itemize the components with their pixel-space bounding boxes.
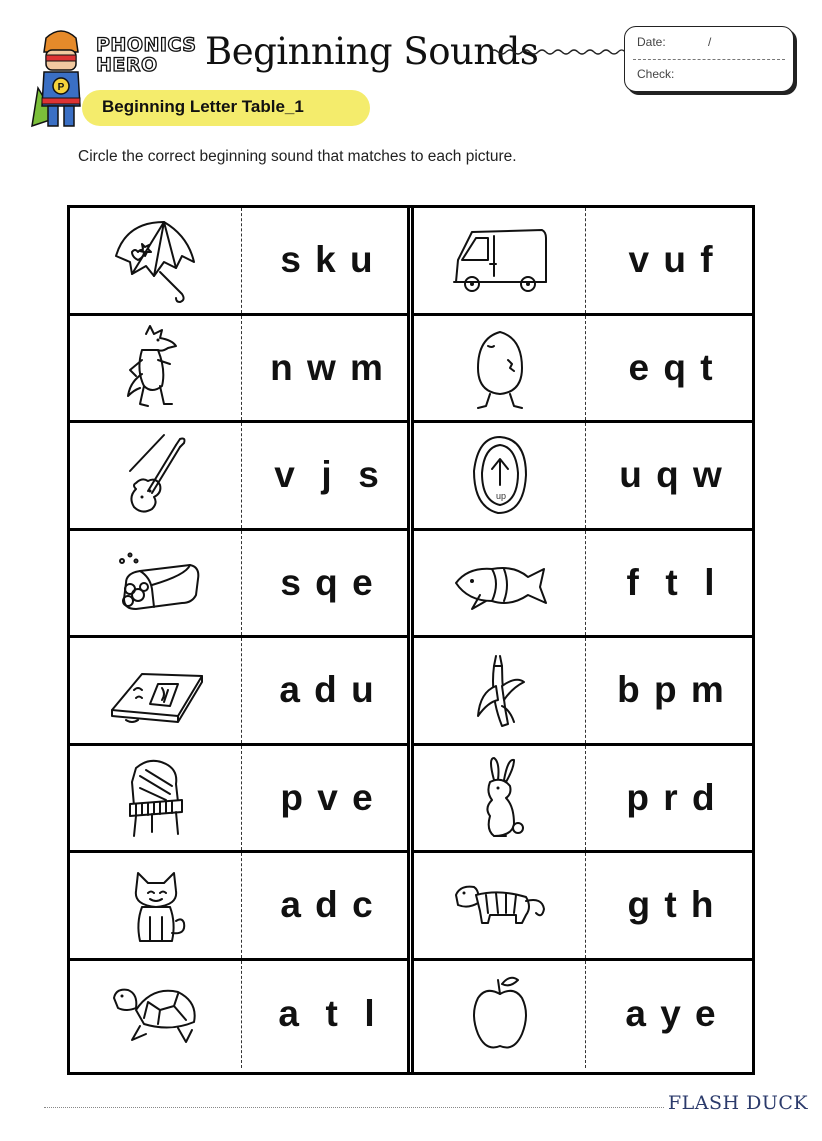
cat-icon xyxy=(106,861,206,949)
picture-cell xyxy=(70,638,242,743)
picture-cell xyxy=(414,638,586,743)
letter-choices[interactable]: p r d xyxy=(626,776,717,818)
table-row xyxy=(70,531,411,639)
picture-cell xyxy=(70,531,242,636)
title-squiggle-decoration xyxy=(490,44,625,60)
letter-choices[interactable]: n w m xyxy=(270,346,385,388)
table-row xyxy=(414,531,755,639)
letter-choices[interactable]: g t h xyxy=(627,884,716,926)
page-title: Beginning Sounds xyxy=(205,30,539,73)
letter-choices[interactable]: a t l xyxy=(278,993,377,1035)
table-row xyxy=(414,638,755,746)
picture-cell xyxy=(70,208,242,313)
table-row xyxy=(70,638,411,746)
letter-choices[interactable]: v j s xyxy=(274,454,381,496)
table-row xyxy=(414,961,755,1069)
turtle-icon xyxy=(106,970,206,1058)
wolf-icon xyxy=(106,324,206,412)
egg-icon xyxy=(450,324,550,412)
instructions-text: Circle the correct beginning sound that matches to each picture. xyxy=(78,148,517,165)
center-divider xyxy=(407,208,414,1072)
logo-text-line-2: HERO xyxy=(96,54,158,76)
letter-choices[interactable]: a y e xyxy=(625,993,718,1035)
banana-icon xyxy=(450,646,550,734)
picture-cell xyxy=(70,423,242,528)
table-row xyxy=(414,746,755,854)
piano-icon xyxy=(106,754,206,842)
picture-cell xyxy=(414,531,586,636)
mascot-badge-letter: P xyxy=(57,82,65,93)
album-icon xyxy=(106,646,206,734)
table-row xyxy=(414,208,755,316)
beginning-letter-table xyxy=(67,205,755,1075)
letter-choices[interactable]: e q t xyxy=(628,346,715,388)
up-sign-icon xyxy=(450,431,550,519)
subtitle-text: Beginning Letter Table_1 xyxy=(102,97,304,116)
check-label: Check: xyxy=(637,67,675,81)
letter-choices[interactable]: a d c xyxy=(280,884,375,926)
picture-cell xyxy=(70,746,242,851)
table-row xyxy=(70,208,411,316)
violin-icon xyxy=(106,431,206,519)
footer-brand-text: FLASH DUCK xyxy=(668,1092,809,1114)
table-column-left xyxy=(70,208,411,1072)
letter-choices[interactable]: s q e xyxy=(280,561,375,603)
up-sign-text: up xyxy=(495,491,506,502)
tiger-icon xyxy=(450,861,550,949)
apple-icon xyxy=(450,970,550,1058)
rabbit-icon xyxy=(450,754,550,842)
soap-icon xyxy=(106,539,206,627)
picture-cell xyxy=(70,961,242,1069)
letter-choices[interactable]: p v e xyxy=(280,776,375,818)
table-row xyxy=(70,746,411,854)
table-row xyxy=(70,961,411,1069)
subtitle-banner xyxy=(82,90,370,126)
flash-duck-logo xyxy=(668,1092,809,1122)
van-icon xyxy=(450,216,550,304)
picture-cell xyxy=(414,961,586,1069)
table-row xyxy=(70,423,411,531)
table-row xyxy=(414,423,755,531)
table-row xyxy=(414,316,755,424)
picture-cell xyxy=(414,208,586,313)
letter-choices[interactable]: s k u xyxy=(280,239,375,281)
picture-cell xyxy=(414,316,586,421)
table-column-right xyxy=(414,208,755,1072)
picture-cell xyxy=(70,316,242,421)
date-divider xyxy=(633,59,785,60)
letter-choices[interactable]: u q w xyxy=(619,454,724,496)
umbrella-icon xyxy=(106,216,206,304)
table-row xyxy=(70,853,411,961)
table-row xyxy=(70,316,411,424)
footer-dotted-line xyxy=(44,1107,664,1108)
picture-cell xyxy=(414,746,586,851)
logo-text-line-1: PHONICS xyxy=(96,34,197,56)
table-row xyxy=(414,853,755,961)
fish-icon xyxy=(450,539,550,627)
letter-choices[interactable]: b p m xyxy=(617,669,726,711)
picture-cell xyxy=(414,423,586,528)
date-separator: / xyxy=(708,35,712,49)
date-label: Date: xyxy=(637,35,666,49)
letter-choices[interactable]: v u f xyxy=(628,239,715,281)
letter-choices[interactable]: f t l xyxy=(626,561,717,603)
phonics-hero-logo xyxy=(96,34,196,82)
picture-cell xyxy=(414,853,586,958)
date-check-box xyxy=(624,26,794,92)
picture-cell xyxy=(70,853,242,958)
letter-choices[interactable]: a d u xyxy=(279,669,376,711)
